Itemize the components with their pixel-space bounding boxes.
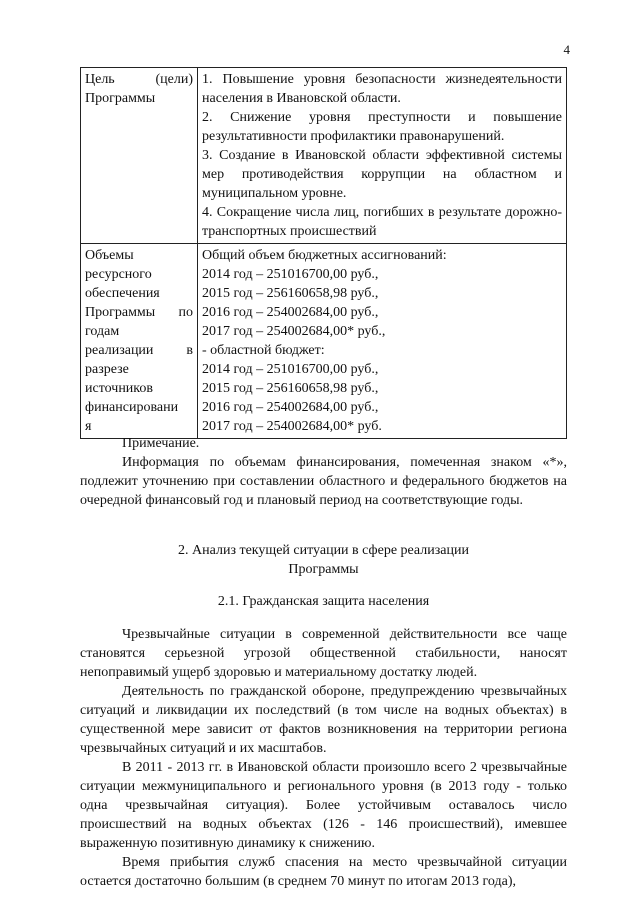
funding-label-cell [81,244,198,439]
funding-line: 2014 год – 251016700,00 руб., [202,362,379,377]
section-2-heading-line1: 2. Анализ текущей ситуации в сфере реализации [178,543,469,558]
funding-label-line: я [85,419,92,434]
funding-label-line: обеспечения [85,286,160,301]
funding-label-line: источников [85,381,154,396]
goal-label-word1: Цель [85,72,115,87]
goal-item: 2. Снижение уровня преступности и повышение результативности профилактики правонарушений. [202,110,562,144]
funding-label-line: разрезе [85,362,129,377]
section-2-heading-line2: Программы [288,562,359,577]
note-text: Информация по объемам финансирования, помеченная знаком «*», подлежит уточнению при составлении областного и федерального бюджетов на очередной финансовый год и плановый период на соответствующие годы. [80,455,567,508]
funding-line: 2015 год – 256160658,98 руб., [202,381,379,396]
table-row-funding [81,244,567,439]
goal-item: 4. Сокращение числа лиц, погибших в результате дорожно-транспортных происшествий [202,205,562,239]
funding-label-line: Объемы [85,248,134,263]
program-passport-table [80,67,567,439]
paragraph: Время прибытия служб спасения на место чрезвычайной ситуации остается достаточно большим (в среднем 70 минут по итогам 2013 года), [80,855,567,889]
funding-line: 2017 год – 254002684,00* руб., [202,324,386,339]
goal-label-word3: Программы [85,91,156,106]
funding-label-line: ресурсного [85,267,152,282]
goal-item: 1. Повышение уровня безопасности жизнедеятельности населения в Ивановской области. [202,72,562,106]
funding-line: 2017 год – 254002684,00* руб. [202,419,382,434]
funding-label-line: годам [85,324,120,339]
funding-values-cell [198,244,567,439]
funding-line: - областной бюджет: [202,343,325,358]
section-body [80,625,567,891]
paragraph: В 2011 - 2013 гг. в Ивановской области произошло всего 2 чрезвычайные ситуации межмуниципального и регионального уровня (в 2013 году - только одна чрезвычайная ситуация). Более устойчивым оставалось число происшествий на водных объектах (126 - 146 происшествий), имевшее выраженную позитивную динамику к снижению. [80,760,567,851]
section-2-heading [80,541,567,579]
paragraph: Чрезвычайные ситуации в современной действительности все чаще становятся серьезной угрозой общественной стабильности, наносят непоправимый ущерб здоровью и материальному достатку людей. [80,627,567,680]
section-2-1-heading: 2.1. Гражданская защита населения [217,594,430,609]
funding-label-line: реализации в [85,343,193,358]
page-number: 4 [563,42,570,57]
goal-label-cell [81,68,198,244]
funding-label-line: Программы по [85,305,193,320]
funding-line: Общий объем бюджетных ассигнований: [202,248,447,263]
goal-item: 3. Создание в Ивановской области эффективной системы мер противодействия коррупции на областном и муниципальном уровне. [202,148,562,201]
note-block [80,434,567,510]
funding-line: 2014 год – 251016700,00 руб., [202,267,379,282]
funding-label-line: финансировани [85,400,179,415]
goal-items-cell [198,68,567,244]
funding-line: 2015 год – 256160658,98 руб., [202,286,379,301]
table-row-goal [81,68,567,244]
funding-line: 2016 год – 254002684,00 руб., [202,305,379,320]
note-title: Примечание. [122,436,200,451]
goal-label-word2: (цели) [155,72,193,87]
paragraph: Деятельность по гражданской обороне, предупреждению чрезвычайных ситуаций и ликвидации их последствий (в том числе на водных объектах) в существенной мере зависит от фактов возникновения на территории региона чрезвычайных ситуаций и их масштабов. [80,684,567,756]
funding-line: 2016 год – 254002684,00 руб., [202,400,379,415]
